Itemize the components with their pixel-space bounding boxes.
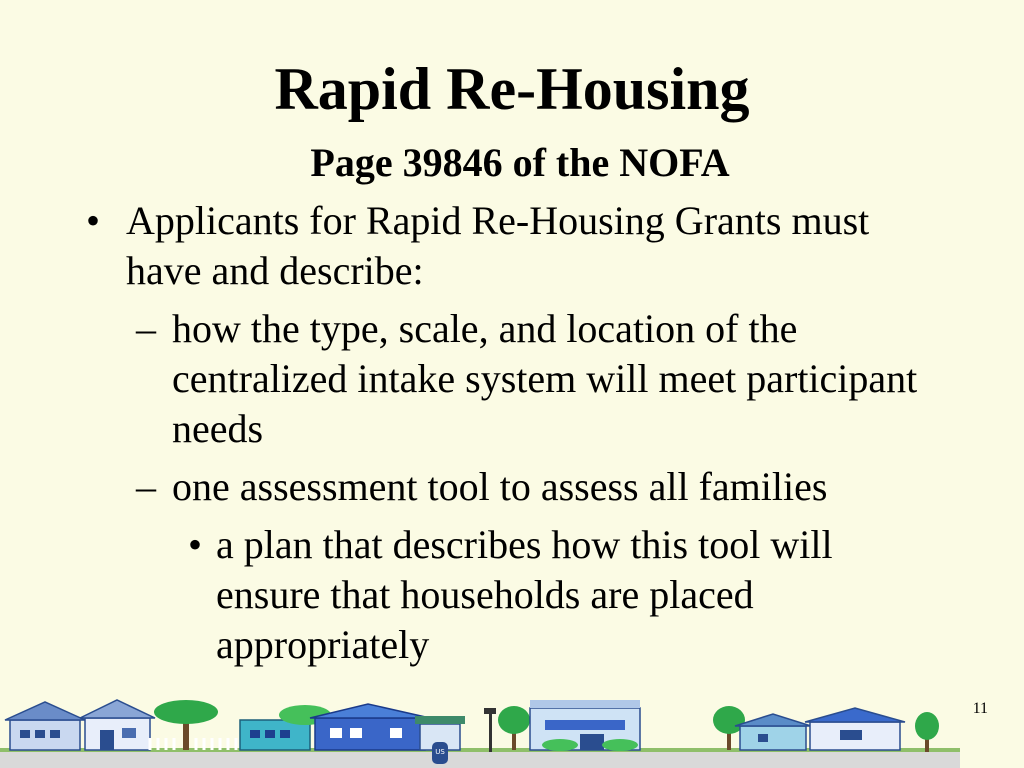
house-icon [80,700,155,750]
slide-number: 11 [972,700,988,717]
dash-marker: – [136,464,156,509]
sub-bullet-item [80,304,940,454]
tree-icon [915,712,939,752]
mailbox-icon [432,742,448,764]
slide-subtitle: Page 39846 of the NOFA [310,140,730,185]
sub-sub-bullet-item [80,520,940,670]
bullet-marker: • [188,522,203,567]
bullet-text: a plan that describes how this tool will ensure that households are placed appropriately [216,522,833,667]
neighborhood-footer-illustration [0,690,960,768]
bullet-text: Applicants for Rapid Re-Housing Grants must have and describe: [126,198,870,293]
bullet-text: one assessment tool to assess all families [172,464,828,509]
slide-title: Rapid Re-Housing [274,56,750,122]
house-icon [530,700,640,751]
svg-text:US: US [435,748,445,756]
sub-bullet-item [80,462,940,512]
bullet-list [80,196,940,678]
tree-icon [498,706,530,750]
house-icon [805,708,905,750]
bullet-item [80,196,940,296]
tree-icon [154,700,218,750]
bullet-text: how the type, scale, and location of the centralized intake system will meet participant needs [172,306,918,451]
street-lamp-icon [484,708,496,752]
house-icon [735,714,811,750]
bullet-marker: • [86,198,101,243]
house-icon [5,702,85,750]
dash-marker: – [136,306,156,351]
